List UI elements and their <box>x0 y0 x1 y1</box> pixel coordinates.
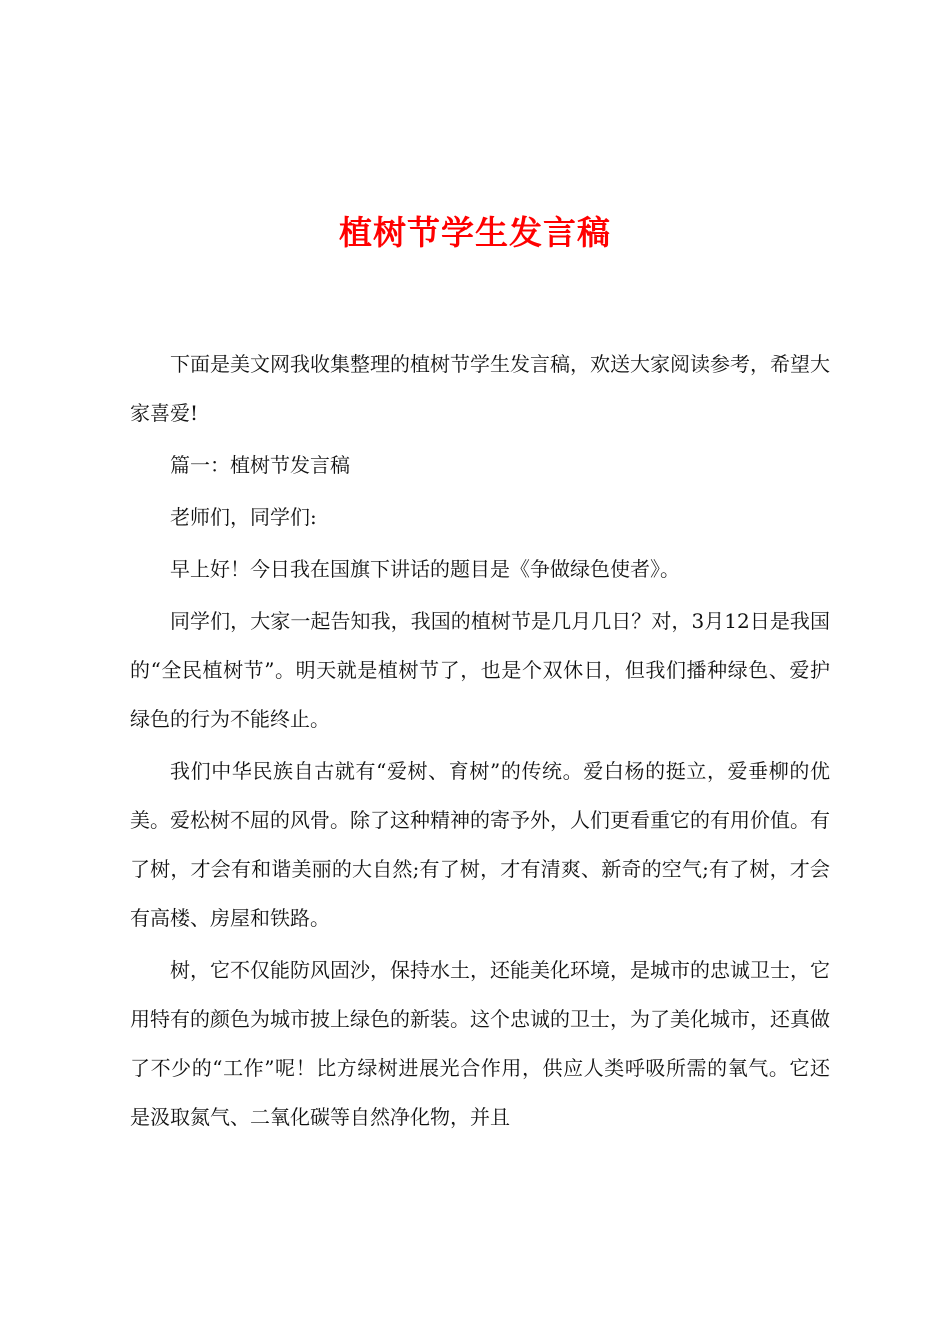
paragraph-tree-benefits: 树，它不仅能防风固沙，保持水土，还能美化环境，是城市的忠诚卫士，它用特有的颜色为城市披上绿色的新装。这个忠诚的卫士，为了美化城市，还真做了不少的“工作”呢！比方绿树进展光合作用，供应人类呼吸所需的氧气。它还是汲取氮气、二氧化碳等自然净化物，并且 <box>130 958 830 1129</box>
document-body <box>130 340 830 1142</box>
paragraph-salutation: 老师们，同学们: <box>170 505 317 529</box>
paragraph-arbor-day-date: 同学们，大家一起告知我，我国的植树节是几月几日？对，3月12日是我国的“全民植树节”。明天就是植树节了，也是个双休日，但我们播种绿色、爱护绿色的行为不能终止。 <box>130 609 830 731</box>
paragraph-greeting: 早上好！今日我在国旗下讲话的题目是《争做绿色使者》。 <box>170 557 680 581</box>
paragraph-tree-tradition: 我们中华民族自古就有“爱树、育树”的传统。爱白杨的挺立，爱垂柳的优美。爱松树不屈的风骨。除了这种精神的寄予外，人们更看重它的有用价值。有了树，才会有和谐美丽的大自然;有了树，才有清爽、新奇的空气;有了树，才会有高楼、房屋和铁路。 <box>130 759 830 930</box>
paragraph-section-heading: 篇一：植树节发言稿 <box>170 453 350 477</box>
document-title: 植树节学生发言稿 <box>339 213 611 252</box>
paragraph-intro: 下面是美文网我收集整理的植树节学生发言稿，欢送大家阅读参考，希望大家喜爱! <box>130 352 830 425</box>
